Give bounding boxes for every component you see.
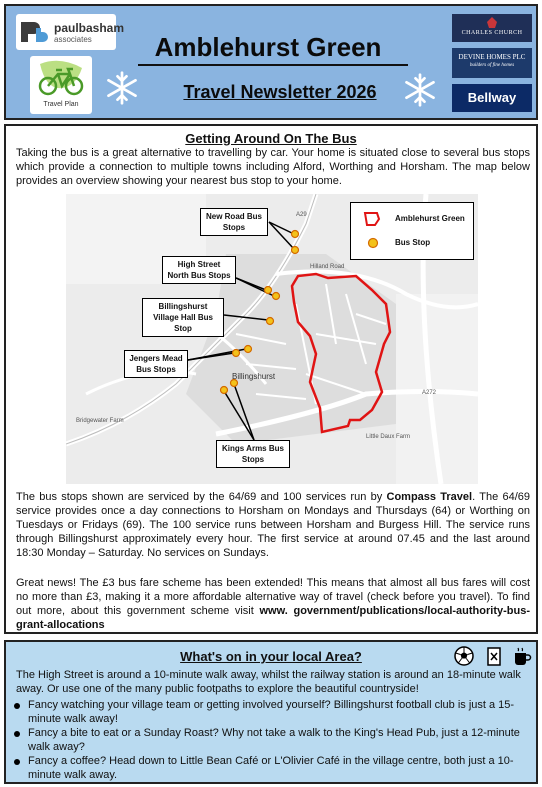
devine-homes-logo	[452, 48, 532, 78]
bullet-dot	[14, 759, 20, 765]
newsletter-title: Amblehurst Green	[154, 32, 382, 62]
charles-church-text: CHARLES CHURCH	[461, 30, 523, 36]
legend-boundary-icon	[363, 211, 381, 227]
charles-church-logo	[452, 14, 532, 42]
services-pre: The bus stops shown are serviced by the 64/69 and 100 services run by	[16, 491, 387, 503]
crest-icon	[486, 17, 498, 28]
label-high-street: High Street North Bus Stops	[162, 256, 236, 284]
legend-stop-label: Bus Stop	[395, 238, 431, 247]
bus-stop-marker	[292, 231, 299, 238]
label-kings-arms: Kings Arms Bus Stops	[216, 440, 290, 468]
bus-stop-marker	[267, 318, 274, 325]
local-area-section	[4, 640, 538, 784]
newsletter-header	[4, 4, 538, 120]
football-icon	[454, 646, 474, 666]
place-little-daux: Little Daux Farm	[366, 434, 411, 440]
map-legend	[350, 202, 474, 260]
paul-basham-logo	[16, 14, 125, 50]
place-bridgewater: Bridgewater Farm	[76, 418, 124, 424]
local-intro: The High Street is around a 10-minute walk away, whilst the railway station is around an 18-minute walk away. Or use one of the many public footpaths to explore the beautiful countryside!	[16, 669, 521, 695]
label-jengers-mead: Jengers Mead Bus Stops	[124, 350, 188, 378]
bellway-logo: Bellway	[452, 84, 532, 112]
legend-bus-stop-icon	[367, 237, 379, 249]
place-a29: A29	[296, 212, 307, 218]
bus-stop-marker	[233, 350, 240, 357]
bullet-dot	[14, 703, 20, 709]
coffee-cup-icon	[512, 646, 532, 666]
travel-plan-label: Travel Plan	[43, 101, 79, 108]
pb-logo-icon	[20, 20, 48, 44]
legend-site-label: Amblehurst Green	[395, 214, 465, 223]
label-new-road: New Road Bus Stops	[200, 208, 268, 236]
logo-pb-name: paulbasham	[54, 21, 125, 35]
label-village-hall: Billingshurst Village Hall Bus Stop	[142, 298, 224, 337]
snowflake-icon	[104, 70, 140, 106]
travel-plan-logo	[30, 56, 92, 114]
bus-stop-marker	[245, 346, 252, 353]
local-bullet-3: Fancy a coffee? Head down to Little Bean Café or L'Olivier Café in the village centre, both just a 10-minute walk away.	[28, 755, 514, 781]
devine-homes-text: DEVINE HOMES PLC	[458, 53, 526, 61]
logo-pb-sub: associates	[54, 35, 92, 44]
bullet-dot	[14, 731, 20, 737]
bus-section-title: Getting Around On The Bus	[185, 131, 357, 146]
local-section-title: What's on in your local Area?	[180, 649, 362, 664]
drink-icon	[484, 646, 504, 666]
bus-stop-marker	[265, 287, 272, 294]
local-bullet-2: Fancy a bite to eat or a Sunday Roast? Why not take a walk to the King's Head Pub, just a 12-minute walk away?	[28, 727, 520, 753]
place-billingshurst: Billingshurst	[232, 372, 276, 381]
services-company: Compass Travel	[386, 491, 473, 503]
services-post: . The 64/69 service provides once a day connections to Horsham on Mondays and Thursdays (64) or Worthing on Tuesdays or Fridays (69). The 100 service runs between Horsham and Burgess Hill. The service runs through Billingshurst approximately every hour. The first service at around 07.45 and the last around 18:30 Monday – Saturday. No services on Sundays.	[16, 491, 530, 559]
place-hilland-road: Hilland Road	[310, 264, 345, 270]
bus-services-text	[16, 490, 530, 560]
bus-stop-map	[66, 194, 478, 484]
bus-stop-marker	[221, 387, 228, 394]
devine-tagline: builders of fine homes	[469, 63, 515, 68]
local-bullet-1: Fancy watching your village team or getting involved yourself? Billingshurst football club is just a 15-minute walk away!	[28, 699, 515, 725]
fare-text: Great news! The £3 bus fare scheme has been extended! This means that almost all bus fares will cost no more than £3, making it a more affordable alternative way of travel (check before you travel). To find out more, about this government scheme visit	[16, 577, 530, 617]
bicycle-icon	[30, 56, 92, 102]
fare-link[interactable]: www. government/publications/local-authority-bus-grant-allocations	[16, 605, 530, 631]
fare-scheme-text	[16, 576, 530, 632]
bus-stop-marker	[273, 293, 280, 300]
snowflake-icon	[402, 72, 438, 108]
newsletter-subtitle: Travel Newsletter 2026	[183, 82, 377, 102]
bus-intro: Taking the bus is a great alternative to travelling by car. Your home is situated close to several bus stops which provide a connection to multiple towns including Alford, Worthing and Horsham. The map below provides an overview showing your nearest bus stop to your home.	[16, 147, 530, 187]
bus-section	[4, 124, 538, 634]
place-a272: A272	[422, 390, 437, 396]
bus-stop-marker	[292, 247, 299, 254]
title-underline	[138, 64, 408, 66]
